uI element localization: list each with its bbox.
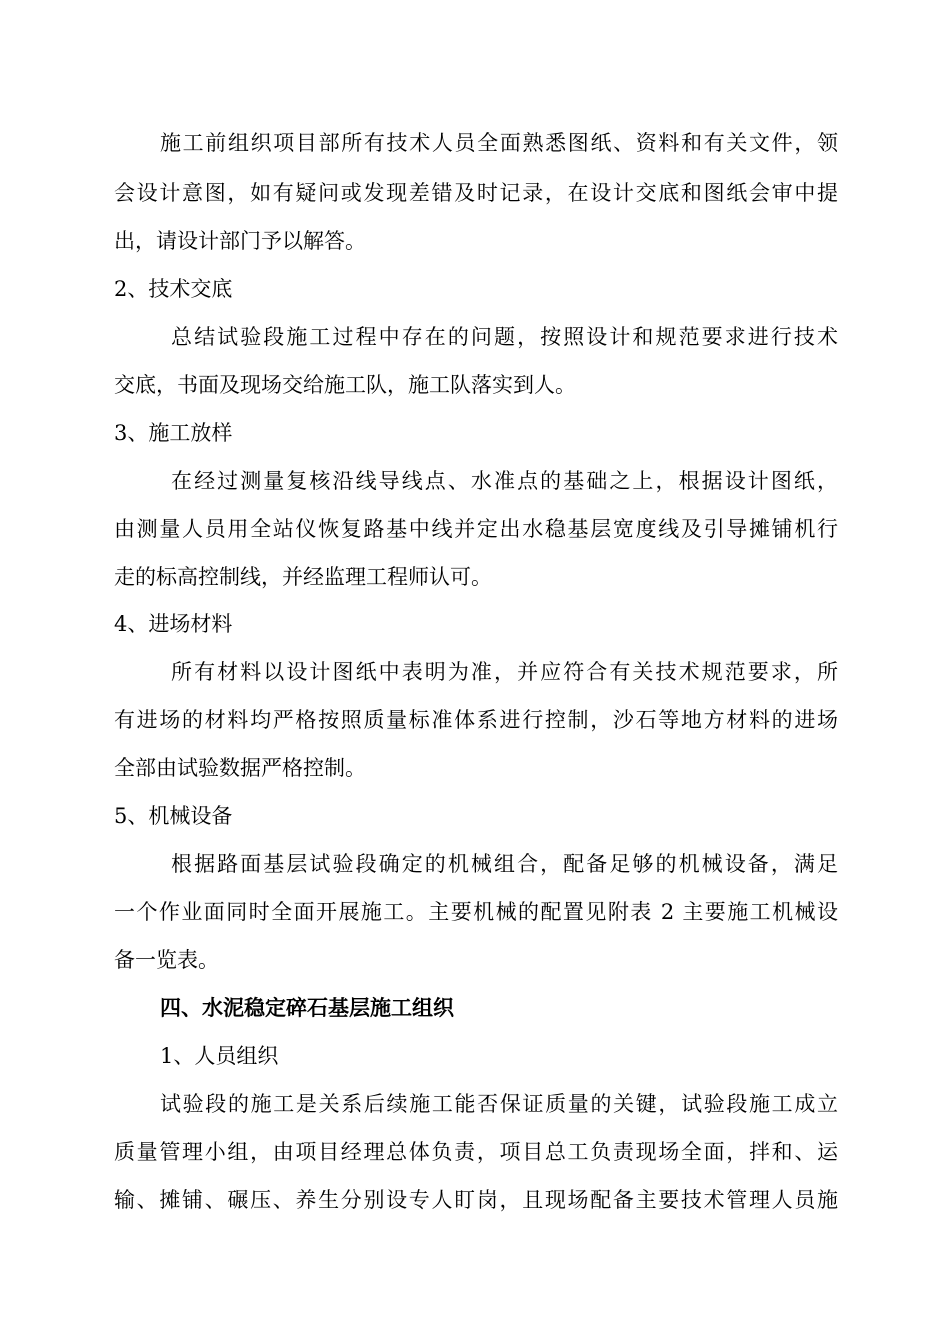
paragraph-line: 走的标高控制线，并经监理工程师认可。 (114, 565, 492, 589)
section-heading: 2、技术交底 (114, 277, 233, 301)
paragraph-line: 所有材料以设计图纸中表明为准，并应符合有关技术规范要求，所 (171, 660, 838, 684)
paragraph-line: 由测量人员用全站仪恢复路基中线并定出水稳基层宽度线及引导摊铺机行 (114, 517, 838, 541)
paragraph-line: 备一览表。 (114, 948, 219, 972)
paragraph-line: 总结试验段施工过程中存在的问题，按照设计和规范要求进行技术 (171, 325, 838, 349)
paragraph-line: 施工前组织项目部所有技术人员全面熟悉图纸、资料和有关文件，领 (160, 131, 838, 155)
paragraph-line: 根据路面基层试验段确定的机械组合，配备足够的机械设备，满足 (171, 852, 838, 876)
paragraph-line: 出，请设计部门予以解答。 (114, 229, 366, 253)
section-heading: 3、施工放样 (114, 421, 233, 445)
paragraph-line: 有进场的材料均严格按照质量标准体系进行控制，沙石等地方材料的进场 (114, 708, 838, 732)
section-heading: 5、机械设备 (114, 804, 233, 828)
paragraph-line: 试验段的施工是关系后续施工能否保证质量的关键，试验段施工成立 (160, 1092, 838, 1116)
paragraph-line: 输、摊铺、碾压、养生分别设专人盯岗，且现场配备主要技术管理人员施 (114, 1188, 838, 1212)
paragraph-line: 全部由试验数据严格控制。 (114, 756, 366, 780)
chapter-heading: 四、水泥稳定碎石基层施工组织 (160, 996, 454, 1020)
paragraph-line: 一个作业面同时全面开展施工。主要机械的配置见附表 2 主要施工机械设 (114, 900, 838, 924)
paragraph-line: 质量管理小组，由项目经理总体负责，项目总工负责现场全面，拌和、运 (114, 1140, 838, 1164)
paragraph-line: 会设计意图，如有疑问或发现差错及时记录，在设计交底和图纸会审中提 (114, 181, 838, 205)
paragraph-line: 交底，书面及现场交给施工队，施工队落实到人。 (114, 373, 576, 397)
section-heading: 1、人员组织 (160, 1044, 279, 1068)
paragraph-line: 在经过测量复核沿线导线点、水准点的基础之上，根据设计图纸， (171, 469, 838, 493)
section-heading: 4、进场材料 (114, 612, 233, 636)
